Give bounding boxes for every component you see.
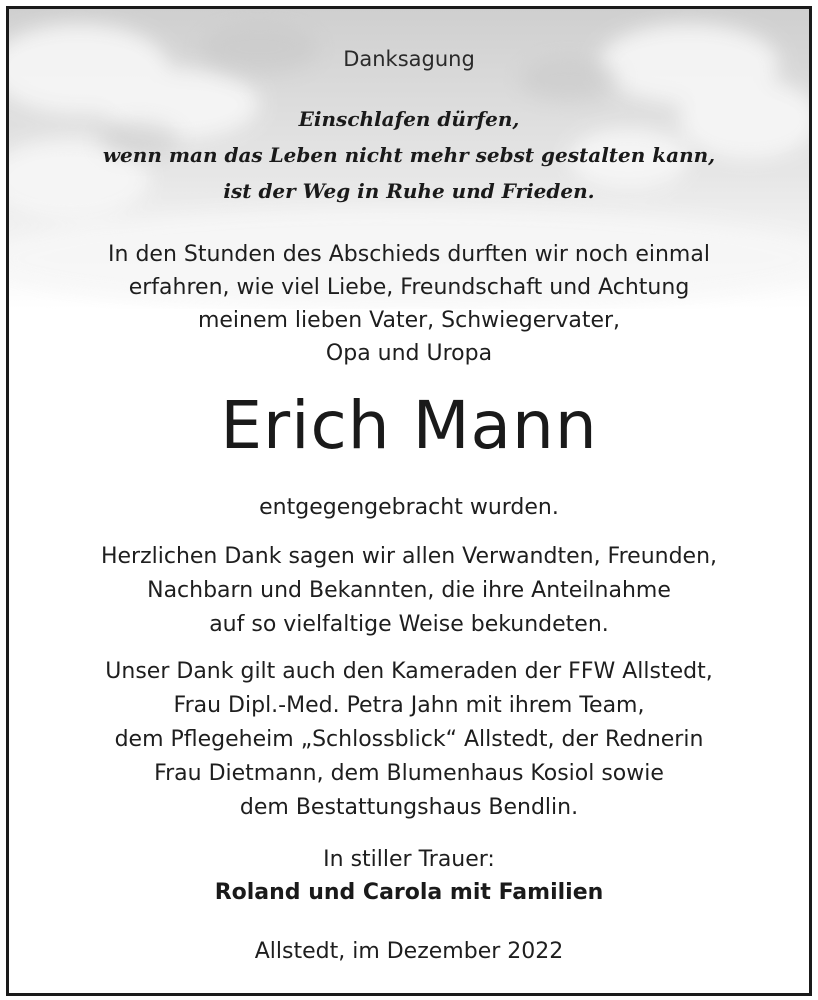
special-thanks-line-4: Frau Dietmann, dem Blumenhaus Kosiol sowie xyxy=(154,761,664,786)
thanks-line-3: auf so vielfaltige Weise bekundeten. xyxy=(209,612,609,637)
intro-line-4: Opa und Uropa xyxy=(325,341,493,366)
after-name-line: entgegengebracht wurden. xyxy=(259,495,559,520)
motto-line-1: Einschlafen dürfen, xyxy=(298,107,520,131)
motto-line-3: ist der Weg in Ruhe und Frieden. xyxy=(223,179,595,203)
heading: Danksagung xyxy=(343,47,475,71)
special-thanks-line-3: dem Pflegeheim „Schlossblick“ Allstedt, der Rednerin xyxy=(114,727,704,752)
special-thanks-line-5: dem Bestattungshaus Bendlin. xyxy=(239,795,579,820)
mourning-label: In stiller Trauer: xyxy=(323,847,495,872)
intro-line-3: meinem lieben Vater, Schwiegervater, xyxy=(197,308,621,333)
special-thanks-line-1: Unser Dank gilt auch den Kameraden der FFW Allstedt, xyxy=(105,659,713,684)
intro-line-1: In den Stunden des Abschieds durften wir noch einmal xyxy=(108,242,710,267)
special-thanks-line-2: Frau Dipl.-Med. Petra Jahn mit ihrem Team, xyxy=(173,693,645,718)
deceased-name: Erich Mann xyxy=(220,387,598,464)
obituary-card xyxy=(6,6,812,996)
motto-line-2: wenn man das Leben nicht mehr sebst gestalten kann, xyxy=(102,143,716,167)
thanks-line-1: Herzlichen Dank sagen wir allen Verwandten, Freunden, xyxy=(100,544,718,569)
intro-line-2: erfahren, wie viel Liebe, Freundschaft und Achtung xyxy=(128,275,690,300)
thanks-line-2: Nachbarn und Bekannten, die ihre Anteilnahme xyxy=(147,578,671,603)
place-date: Allstedt, im Dezember 2022 xyxy=(254,939,564,964)
mourners: Roland und Carola mit Familien xyxy=(214,880,604,905)
